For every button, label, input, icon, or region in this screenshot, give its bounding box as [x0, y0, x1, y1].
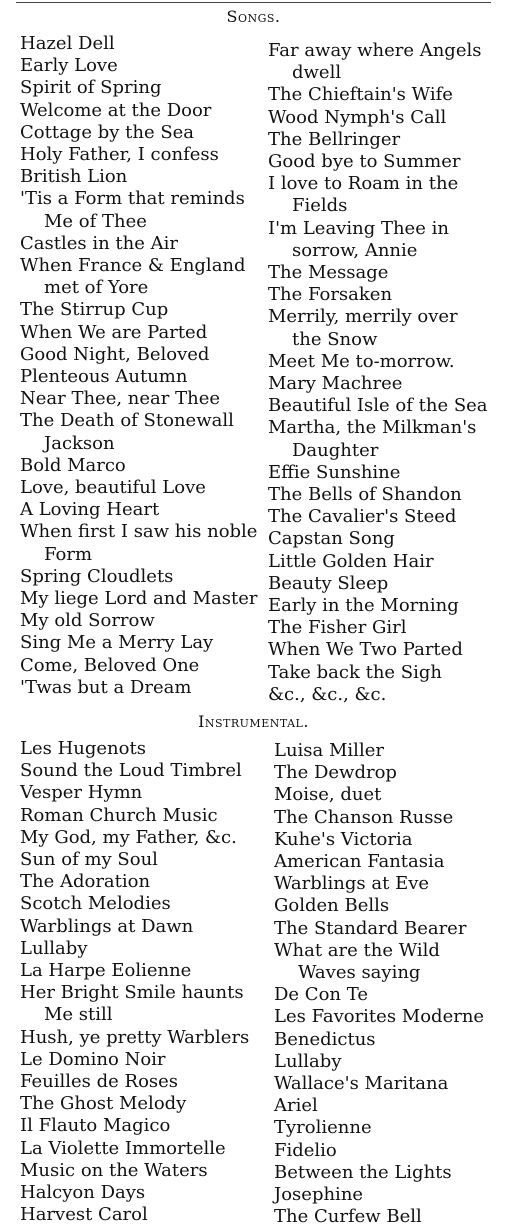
title-text: Effie Sunshine — [268, 461, 401, 483]
title-entry — [20, 1071, 268, 1093]
title-text: Ariel — [274, 1095, 318, 1117]
title-text: Far away where Angels — [268, 40, 482, 61]
title-entry — [20, 982, 268, 1026]
title-text: Vesper Hymn — [20, 782, 143, 804]
title-continuation: Waves saying — [298, 962, 421, 984]
title-entry — [268, 306, 500, 350]
title-text: The Standard Bearer — [274, 917, 467, 939]
top-rule — [16, 2, 491, 3]
title-text: Tyrolienne — [274, 1117, 372, 1139]
title-text: I'm Leaving Thee in — [268, 217, 449, 239]
title-text: De Con Te — [274, 984, 368, 1006]
title-text: Martha, the Milkman's — [268, 417, 477, 439]
title-text: Mary Machree — [268, 373, 403, 395]
title-text: Roman Church Music — [20, 804, 218, 826]
title-entry — [274, 873, 500, 895]
title-text: Holy Father, I confess — [20, 144, 219, 166]
title-text: Beauty Sleep — [268, 572, 389, 594]
title-entry — [274, 1073, 500, 1095]
title-text: Hazel Dell — [20, 33, 115, 54]
title-text: Scotch Melodies — [20, 893, 171, 915]
title-text: Feuilles de Roses — [20, 1071, 179, 1093]
title-text: The Curfew Bell — [274, 1206, 422, 1228]
title-entry — [268, 595, 500, 617]
title-continuation: Daughter — [292, 439, 379, 461]
title-text: 'Tis a Form that reminds — [20, 188, 245, 210]
title-text: Lullaby — [274, 1050, 342, 1072]
title-entry — [20, 122, 268, 144]
title-entry — [20, 938, 268, 960]
title-entry — [20, 100, 268, 122]
title-entry — [268, 40, 500, 84]
title-text: Good bye to Summer — [268, 151, 461, 173]
title-entry — [268, 573, 500, 595]
title-entry — [268, 617, 500, 639]
title-continuation: Fields — [292, 195, 348, 217]
title-entry — [274, 740, 500, 762]
title-text: Wood Nymph's Call — [268, 106, 447, 128]
title-entry — [268, 484, 500, 506]
title-entry — [20, 233, 268, 255]
title-entry — [20, 77, 268, 99]
title-text: The Cavalier's Steed — [268, 506, 457, 528]
title-entry — [274, 984, 500, 1006]
title-entry — [268, 395, 500, 417]
title-text: Plenteous Autumn — [20, 366, 188, 388]
title-entry — [274, 762, 500, 784]
title-entry — [268, 462, 500, 484]
title-continuation: Me of Thee — [44, 210, 147, 232]
title-entry — [20, 610, 268, 632]
instrumental-heading: Instrumental. — [198, 712, 309, 731]
title-text: The Adoration — [20, 871, 151, 893]
title-text: Meet Me to-morrow. — [268, 350, 455, 372]
title-text: My liege Lord and Master — [20, 588, 258, 610]
title-entry — [20, 366, 268, 388]
title-text: My old Sorrow — [20, 610, 155, 632]
title-entry — [20, 805, 268, 827]
title-continuation: Me still — [44, 1004, 113, 1026]
title-text: &c., &c., &c. — [268, 683, 387, 705]
title-text: Moise, duet — [274, 784, 382, 806]
title-text: Love, beautiful Love — [20, 477, 206, 499]
title-text: Josephine — [274, 1184, 364, 1206]
title-continuation: the Snow — [292, 328, 378, 350]
title-text: The Forsaken — [268, 284, 393, 306]
title-entry — [268, 417, 500, 461]
instrumental-left-column — [20, 738, 268, 1226]
title-entry — [20, 166, 268, 188]
title-entry — [274, 1206, 500, 1228]
title-text: Welcome at the Door — [20, 99, 212, 121]
title-entry — [20, 655, 268, 677]
title-text: Sing Me a Merry Lay — [20, 632, 214, 654]
title-text: The Bells of Shandon — [268, 484, 462, 506]
title-entry — [20, 322, 268, 344]
title-text: Fidelio — [274, 1139, 337, 1161]
title-entry — [274, 1162, 500, 1184]
title-text: Merrily, merrily over — [268, 306, 458, 328]
title-entry — [20, 677, 268, 699]
title-entry — [20, 1049, 268, 1071]
title-continuation: sorrow, Annie — [292, 239, 418, 261]
title-text: Luisa Miller — [274, 740, 384, 761]
title-entry — [20, 916, 268, 938]
title-entry — [274, 1051, 500, 1073]
title-entry — [20, 344, 268, 366]
title-text: Spirit of Spring — [20, 77, 162, 99]
title-entry — [268, 84, 500, 106]
title-text: Halcyon Days — [20, 1182, 146, 1204]
title-text: Spring Cloudlets — [20, 565, 174, 587]
title-entry — [274, 1140, 500, 1162]
title-entry — [268, 506, 500, 528]
title-text: I love to Roam in the — [268, 173, 459, 195]
title-text: The Dewdrop — [274, 762, 397, 784]
title-text: The Death of Stonewall — [20, 410, 234, 432]
title-text: Beautiful Isle of the Sea — [268, 395, 488, 417]
title-text: British Lion — [20, 166, 128, 188]
title-text: The Message — [268, 262, 389, 284]
title-entry — [268, 551, 500, 573]
title-entry — [20, 410, 268, 454]
title-text: What are the Wild — [274, 939, 440, 961]
title-entry — [20, 1115, 268, 1137]
title-text: The Bellringer — [268, 128, 401, 150]
title-text: Lullaby — [20, 937, 88, 959]
title-entry — [20, 566, 268, 588]
title-entry — [274, 1029, 500, 1051]
title-text: La Harpe Eolienne — [20, 960, 192, 982]
title-entry — [20, 1027, 268, 1049]
title-entry — [274, 829, 500, 851]
title-entry — [268, 262, 500, 284]
title-text: Near Thee, near Thee — [20, 388, 221, 410]
title-text: Little Golden Hair — [268, 550, 434, 572]
title-text: Golden Bells — [274, 895, 390, 917]
title-entry — [20, 827, 268, 849]
title-entry — [20, 477, 268, 499]
title-entry — [20, 588, 268, 610]
title-continuation: Jackson — [44, 432, 115, 454]
title-text: Come, Beloved One — [20, 654, 200, 676]
title-entry — [274, 1184, 500, 1206]
title-continuation: Form — [44, 543, 93, 565]
songs-heading: Songs. — [226, 7, 281, 26]
title-entry — [268, 151, 500, 173]
title-text: The Ghost Melody — [20, 1093, 187, 1115]
title-text: Music on the Waters — [20, 1159, 208, 1181]
title-continuation: met of Yore — [44, 277, 149, 299]
title-entry — [20, 33, 268, 55]
title-entry — [20, 871, 268, 893]
title-entry — [20, 521, 268, 565]
title-entry — [274, 784, 500, 806]
title-entry — [274, 851, 500, 873]
title-entry — [268, 662, 500, 684]
title-text: 'Twas but a Dream — [20, 676, 192, 698]
title-entry — [20, 1138, 268, 1160]
instrumental-right-column — [274, 740, 500, 1228]
title-entry — [20, 849, 268, 871]
title-text: Take back the Sigh — [268, 661, 442, 683]
title-entry — [20, 760, 268, 782]
title-text: Warblings at Eve — [274, 873, 430, 895]
title-text: Le Domino Noir — [20, 1048, 166, 1070]
title-text: Sun of my Soul — [20, 849, 158, 871]
title-entry — [274, 940, 500, 984]
title-text: When France & England — [20, 255, 246, 277]
title-text: The Fisher Girl — [268, 617, 407, 639]
title-entry — [268, 528, 500, 550]
title-entry — [20, 1160, 268, 1182]
title-entry — [268, 218, 500, 262]
title-continuation: dwell — [292, 62, 342, 84]
title-entry — [20, 499, 268, 521]
title-text: The Chanson Russe — [274, 806, 454, 828]
title-entry — [20, 1182, 268, 1204]
title-entry — [20, 893, 268, 915]
title-text: American Fantasia — [274, 851, 445, 873]
title-text: Cottage by the Sea — [20, 121, 195, 143]
title-text: Harvest Carol — [20, 1204, 148, 1226]
title-entry — [268, 107, 500, 129]
title-entry — [268, 639, 500, 661]
title-entry — [20, 455, 268, 477]
songs-right-column — [268, 40, 500, 706]
title-entry — [274, 1006, 500, 1028]
title-entry — [268, 129, 500, 151]
title-text: Warblings at Dawn — [20, 915, 194, 937]
title-text: My God, my Father, &c. — [20, 826, 237, 848]
title-text: Castles in the Air — [20, 232, 178, 254]
title-text: The Chieftain's Wife — [268, 84, 453, 106]
title-entry — [20, 255, 268, 299]
title-text: Kuhe's Victoria — [274, 828, 413, 850]
title-text: When We Two Parted — [268, 639, 463, 661]
title-text: Her Bright Smile haunts — [20, 982, 244, 1004]
title-entry — [20, 738, 268, 760]
title-entry — [20, 632, 268, 654]
title-entry — [20, 1204, 268, 1226]
title-entry — [274, 1095, 500, 1117]
title-text: Good Night, Beloved — [20, 343, 210, 365]
title-text: Il Flauto Magico — [20, 1115, 171, 1137]
title-entry — [268, 373, 500, 395]
title-entry — [268, 284, 500, 306]
title-text: When first I saw his noble — [20, 521, 258, 543]
title-entry — [20, 388, 268, 410]
title-text: Capstan Song — [268, 528, 395, 550]
title-entry — [20, 299, 268, 321]
title-text: Wallace's Maritana — [274, 1073, 449, 1095]
title-entry — [274, 807, 500, 829]
songs-left-column — [20, 33, 268, 699]
title-entry — [20, 144, 268, 166]
title-text: Hush, ye pretty Warblers — [20, 1026, 250, 1048]
title-text: Les Favorites Moderne — [274, 1006, 485, 1028]
title-text: La Violette Immortelle — [20, 1137, 226, 1159]
title-text: Bold Marco — [20, 454, 126, 476]
title-text: The Stirrup Cup — [20, 299, 169, 321]
title-entry — [274, 918, 500, 940]
title-text: Early Love — [20, 55, 118, 77]
title-entry — [268, 684, 500, 706]
title-entry — [20, 55, 268, 77]
title-text: When We are Parted — [20, 321, 208, 343]
title-entry — [268, 351, 500, 373]
title-text: A Loving Heart — [20, 499, 160, 521]
title-text: Les Hugenots — [20, 738, 146, 759]
title-entry — [274, 1117, 500, 1139]
title-entry — [20, 1093, 268, 1115]
title-text: Benedictus — [274, 1028, 376, 1050]
title-entry — [20, 782, 268, 804]
title-entry — [274, 895, 500, 917]
title-entry — [20, 960, 268, 982]
title-text: Early in the Morning — [268, 595, 459, 617]
title-entry — [20, 188, 268, 232]
title-text: Sound the Loud Timbrel — [20, 760, 242, 782]
title-entry — [268, 173, 500, 217]
title-text: Between the Lights — [274, 1161, 452, 1183]
